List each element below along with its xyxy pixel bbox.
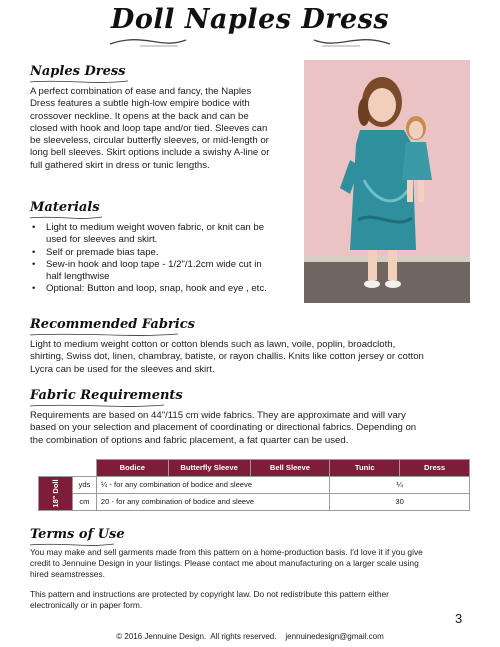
intro-paragraph: A perfect combination of ease and fancy, the Naples Dress features a subtle high-low empire bodice with crossover neckline. It opens at the back and can be closed with hook and loop tape and/or tied. Sleeves can be sleeveless, circular butterfly sleeves, or mid-length or long bell sleeves. Skirt options include a swishy A-line or full gathered skirt in dress or tunic lengths. xyxy=(30,86,270,171)
heading-underline xyxy=(30,403,164,409)
page-number: 3 xyxy=(455,611,463,626)
materials-list xyxy=(28,222,303,296)
terms-paragraph-2: This pattern and instructions are protected by copyright law. Do not redistribute this pattern either electronically or in paper form. xyxy=(30,589,389,610)
section-heading-materials: Materials xyxy=(30,200,100,215)
requirements-paragraph: Requirements are based on 44"/115 cm wide fabrics. They are approximate and will vary based on your selection and placement of coordinating or directional fabrics. Depending on the combination of options and fabric placement, a fat quarter can be used. xyxy=(30,410,417,446)
table-cell: ¼ - for any combination of bodice and sleeve xyxy=(96,476,329,493)
fabrics-paragraph: Light to medium weight cotton or cotton blends such as lawn, voile, poplin, broadcloth, shirting, Swiss dot, linen, chambray, batiste, or rayon challis. Knits like cotton jersey or cotton Lycra can be used for the sleeves and skirt. xyxy=(30,339,424,375)
heading-underline xyxy=(30,215,102,221)
section-heading-recommended-fabrics: Recommended Fabrics xyxy=(30,317,195,332)
row-label: 18" Doll xyxy=(50,478,60,508)
table-row xyxy=(39,476,470,493)
fabric-requirements-table xyxy=(38,459,470,511)
title-flourish xyxy=(0,28,500,54)
section-heading-fabric-requirements: Fabric Requirements xyxy=(30,388,183,403)
list-item: • Light to medium weight woven fabric, or knit can be used for sleeves and skirt. xyxy=(28,222,303,247)
column-header: Tunic xyxy=(330,460,400,477)
list-item: • Optional: Button and loop, snap, hook and eye , etc. xyxy=(28,283,303,295)
copyright-footer: © 2016 Jennuine Design. All rights reserved. jennuinedesign@gmail.com xyxy=(116,632,384,641)
table-cell: 20 - for any combination of bodice and sleeve xyxy=(96,493,329,510)
table-cell: ¼ xyxy=(330,476,470,493)
list-item: • Sew-in hook and loop tape - 1/2"/1.2cm wide cut in half lengthwise xyxy=(28,259,303,284)
unit-cell: yds xyxy=(72,476,96,493)
terms-paragraph-1: You may make and sell garments made from this pattern on a home-production basis. I'd love it if you give credit to Jennuine Design in your listings. Please contact me about manufacturing on a larger scale using hired seamstresses. xyxy=(30,547,423,579)
column-header: Dress xyxy=(400,460,470,477)
column-header: Bell Sleeve xyxy=(250,460,330,477)
unit-cell: cm xyxy=(72,493,96,510)
page-title: Doll Naples Dress xyxy=(110,4,390,35)
table-row xyxy=(39,493,470,510)
list-item: • Self or premade bias tape. xyxy=(28,247,303,259)
heading-underline xyxy=(30,79,128,85)
column-header: Butterfly Sleeve xyxy=(168,460,250,477)
section-heading-terms-of-use: Terms of Use xyxy=(30,527,125,542)
table-cell: 30 xyxy=(330,493,470,510)
model-photo xyxy=(304,60,470,303)
row-label-cell xyxy=(39,476,73,510)
column-header: Bodice xyxy=(96,460,168,477)
heading-underline xyxy=(30,332,178,338)
section-heading-naples-dress: Naples Dress xyxy=(30,64,126,79)
